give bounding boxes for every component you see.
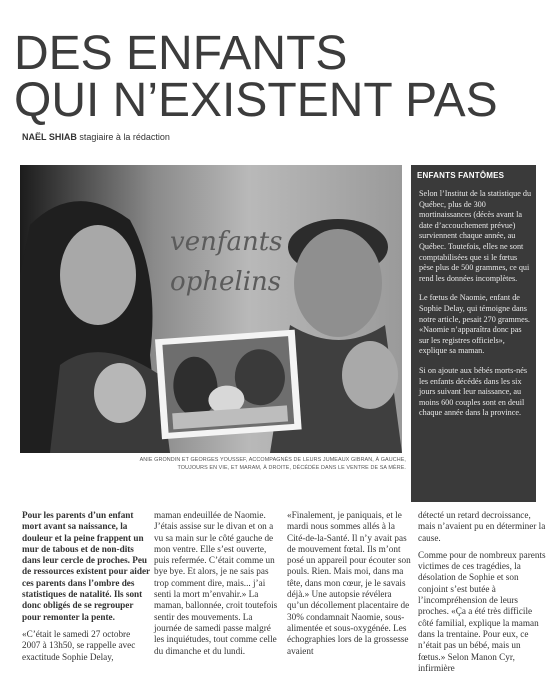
- title-line-2: QUI N’EXISTENT PAS: [14, 74, 498, 127]
- title-line-1: DES ENFANTS: [14, 27, 348, 80]
- byline-author: NAËL SHIAB: [22, 132, 77, 142]
- article-lead: Pour les parents d’un enfant mort avant sa naissance, la douleur et la peine frappent un mur de tabous et de non-dits dans leur cercle de proches. Peu de ressources existent pour aider ces parents dans l’ombre des statistiques de natalité. Ils sont donc obligés de se regrouper pour remonter la pente.: [22, 510, 150, 622]
- wall-text-2: ophelins: [170, 267, 282, 297]
- wall-text-1: venfants: [170, 227, 283, 257]
- sidebar-title: ENFANTS FANTÔMES: [417, 171, 505, 180]
- sidebar-paragraph-3: Si on ajoute aux bébés morts-nés les enfants décédés dans les six jours suivant leur naissance, au moins 600 couples sont en deuil chaque année dans la province.: [419, 365, 528, 418]
- caption-line-2: TOUJOURS EN VIE, ET MARAM, À DROITE, DÉCÉDÉE DANS LE VENTRE DE SA MÈRE.: [177, 465, 406, 471]
- caption-line-1: ANIE GRONDIN ET GEORGES YOUSSEF, ACCOMPAGNÉS DE LEURS JUMEAUX GIBRAN, À GAUCHE,: [139, 457, 406, 463]
- column-3-paragraph-1: «Finalement, je paniquais, et le mardi nous sommes allés à la Cité-de-la-Santé. Il n’y avait pas de mouvement fœtal. Ils m’ont posé un appareil pour écouter son pouls. Rien. Mais moi, dans ma tête, dans mon cœur, je le savais déjà.» Une autopsie révélera qu’un décollement placentaire de 30% condamnait Naomie, sous-alimentée et sous-oxygénée. Les échographies lors de la grossesse avaient: [287, 510, 411, 656]
- photo-caption: [130, 456, 406, 472]
- article-column-4: [418, 510, 546, 680]
- article-column-3: [287, 510, 415, 663]
- column-4-paragraph-2: Comme pour de nombreux parents victimes de ces tragédies, la désolation de Sophie et son conjoint s’est butée à l’incompréhension de leurs proches. «Ça a été très difficile côté familial, explique la maman dans la trentaine. Pour eux, ce n’était pas un bébé, mais un fœtus.» Selon Manon Cyr, infirmière: [418, 549, 546, 673]
- byline-role: stagiaire à la rédaction: [76, 132, 170, 142]
- article-column-1: [22, 510, 150, 669]
- sidebar-paragraph-2: Le fœtus de Naomie, enfant de Sophie Delay, qui témoigne dans notre article, pesait 270 grammes. «Naomie n’apparaîtra donc pas sur les registres officiels», explique sa maman.: [419, 293, 530, 356]
- photo-illustration: [20, 165, 402, 453]
- article-column-2: [154, 510, 282, 663]
- sidebar-paragraph-1: Selon l’Institut de la statistique du Québec, plus de 300 mortinaissances (décès avant la date d’accouchement prévue) surviennent chaque année, au Québec. Toutefois, elles ne sont comptabilisées que si le fœtus pèse plus de 500 grammes, ce qui rend les données incomplètes.: [419, 189, 532, 283]
- column-2-paragraph-1: maman endeuillée de Naomie. J’étais assise sur le divan et on a vu sa main sur le côté gauche de mon ventre. Elle s’est ouverte, puis refermée. C’était comme un bye bye. Et alors, je ne sais pas trop comment dire, mais... j’ai senti la mort m’envahir.» La maman, ballonnée, croit toutefois sentir des mouvements. La journée de samedi passe malgré les inquiétudes, tout comme celle du dimanche et du lundi.: [154, 510, 278, 656]
- sidebar-body: [419, 189, 533, 428]
- article-photo: [20, 165, 402, 453]
- byline: [22, 132, 170, 142]
- column-4-paragraph-1: détecté un retard decroissance, mais n’avaient pu en déterminer la cause.: [418, 510, 546, 543]
- column-1-paragraph-2: «C’était le samedi 27 octobre 2007 à 13h50, se rappelle avec exactitude Sophie Delay,: [22, 628, 136, 662]
- sidebar-box: [411, 165, 536, 502]
- article-title: [14, 27, 534, 127]
